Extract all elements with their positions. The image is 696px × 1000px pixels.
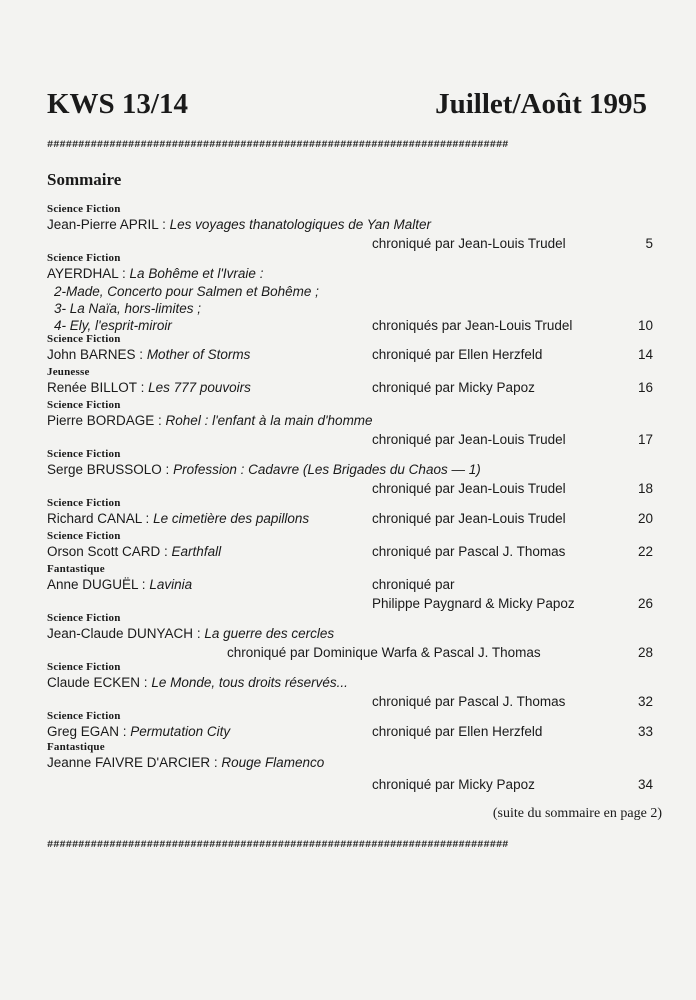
- entry-category: Science Fiction: [47, 399, 121, 411]
- entry-page: 18: [637, 481, 653, 496]
- entry-title: Permutation City: [130, 724, 231, 739]
- entry-reviewer: chroniqué par Jean-Louis Trudel: [372, 511, 566, 526]
- entry-page: 32: [637, 694, 653, 709]
- entry-author: Greg EGAN: [47, 724, 120, 739]
- section-heading: Sommaire: [47, 170, 122, 189]
- toc-entry: Science Fiction Richard CANAL : Le cimetière des papillons chroniqué par Jean-Louis Trudel 20: [47, 497, 653, 526]
- entry-reviewer: chroniqué par Micky Papoz: [372, 777, 535, 792]
- entry-author: Orson Scott CARD: [47, 544, 161, 559]
- toc-entry: Science Fiction Jean-Pierre APRIL : Les voyages thanatologiques de Yan Malter chroniqué par Jean-Louis Trudel 5: [47, 203, 653, 251]
- entry-author: Jean-Pierre APRIL: [47, 217, 159, 232]
- entry-category: Science Fiction: [47, 661, 121, 673]
- issue-date: Juillet/Août 1995: [435, 88, 647, 120]
- entry-category: Science Fiction: [47, 497, 121, 509]
- entry-author: Richard CANAL: [47, 511, 142, 526]
- entry-reviewer-names: Philippe Paygnard & Micky Papoz: [372, 596, 575, 611]
- entry-page: 5: [645, 236, 653, 251]
- entry-category: Science Fiction: [47, 612, 121, 624]
- toc-entry: Fantastique Anne DUGUËL : Lavinia chroniqué par Philippe Paygnard & Micky Papoz 26: [47, 563, 653, 611]
- entry-reviewer: chroniqué par Jean-Louis Trudel: [372, 432, 566, 447]
- entry-page: 16: [637, 380, 653, 395]
- entry-category: Fantastique: [47, 741, 105, 753]
- toc-entry: Science Fiction Greg EGAN : Permutation City chroniqué par Ellen Herzfeld 33: [47, 710, 653, 739]
- entry-author: AYERDHAL: [47, 266, 119, 281]
- entry-reviewer: chroniqué par Ellen Herzfeld: [372, 724, 543, 739]
- toc-entry: Science Fiction Serge BRUSSOLO : Profession : Cadavre (Les Brigades du Chaos — 1) chroniqué par Jean-Louis Trudel 18: [47, 448, 653, 496]
- toc-entry: Science Fiction John BARNES : Mother of Storms chroniqué par Ellen Herzfeld 14: [47, 333, 653, 362]
- entry-reviewer: chroniqué par Jean-Louis Trudel: [372, 236, 566, 251]
- divider-bottom: ##########################################################################: [47, 839, 509, 851]
- page-header: [47, 88, 647, 128]
- entry-category: Science Fiction: [47, 252, 121, 264]
- toc-entry: Science Fiction Jean-Claude DUNYACH : La guerre des cercles chroniqué par Dominique Warfa & Pascal J. Thomas 28: [47, 612, 653, 660]
- entry-reviewer: chroniqués par Jean-Louis Trudel: [372, 318, 573, 333]
- entry-title: Mother of Storms: [146, 347, 251, 362]
- toc-entry: Science Fiction Claude ECKEN : Le Monde, tous droits réservés... chroniqué par Pascal J. Thomas 32: [47, 661, 653, 709]
- entry-page: 20: [637, 511, 653, 526]
- entry-page: 34: [637, 777, 653, 792]
- entry-title: Rouge Flamenco: [221, 755, 325, 770]
- entry-author: Anne DUGUËL: [47, 577, 139, 592]
- entry-page: 28: [637, 645, 653, 660]
- entry-category: Science Fiction: [47, 710, 121, 722]
- toc-entry: Jeunesse Renée BILLOT : Les 777 pouvoirs chroniqué par Micky Papoz 16: [47, 366, 653, 395]
- toc-entry: Science Fiction AYERDHAL : La Bohême et l'Ivraie : 2-Made, Concerto pour Salmen et Bohême ; 3- La Naïa, hors-limites ; 4- Ely, l'esprit-miroir chroniqués par Jean-Louis Trudel 10: [47, 252, 653, 333]
- entry-title: Le cimetière des papillons: [153, 511, 310, 526]
- entry-title: La Bohême et l'Ivraie :: [129, 266, 264, 281]
- entry-title: Earthfall: [171, 544, 222, 559]
- entry-author: Jean-Claude DUNYACH: [47, 626, 194, 641]
- entry-title: Lavinia: [149, 577, 193, 592]
- entry-author: John BARNES: [47, 347, 136, 362]
- entry-reviewer: chroniqué par Dominique Warfa & Pascal J. Thomas: [227, 645, 541, 660]
- entry-author: Claude ECKEN: [47, 675, 141, 690]
- entry-author: Jeanne FAIVRE D'ARCIER: [47, 755, 211, 770]
- entry-subtitle: 2-Made, Concerto pour Salmen et Bohême ;: [54, 284, 319, 299]
- entry-author: Pierre BORDAGE: [47, 413, 155, 428]
- continuation-note: (suite du sommaire en page 2): [492, 806, 662, 821]
- entry-category: Science Fiction: [47, 333, 121, 345]
- entry-page: 10: [637, 318, 653, 333]
- entry-page: 22: [637, 544, 653, 559]
- entry-author: Serge BRUSSOLO: [47, 462, 162, 477]
- entry-reviewer: chroniqué par Jean-Louis Trudel: [372, 481, 566, 496]
- entry-page: 17: [637, 432, 653, 447]
- toc-entry: Fantastique Jeanne FAIVRE D'ARCIER : Rouge Flamenco chroniqué par Micky Papoz 34: [47, 741, 653, 792]
- divider-top: ##########################################################################: [47, 139, 509, 151]
- toc-entry: Science Fiction Pierre BORDAGE : Rohel : l'enfant à la main d'homme chroniqué par Jean-Louis Trudel 17: [47, 399, 653, 447]
- entry-page: 26: [637, 596, 653, 611]
- entry-reviewer: chroniqué par Pascal J. Thomas: [372, 544, 566, 559]
- entry-page: 14: [637, 347, 653, 362]
- entry-reviewer: chroniqué par Ellen Herzfeld: [372, 347, 543, 362]
- entry-page: 33: [637, 724, 653, 739]
- toc-entry: Science Fiction Orson Scott CARD : Earthfall chroniqué par Pascal J. Thomas 22: [47, 530, 653, 559]
- entry-subtitle: 4- Ely, l'esprit-miroir: [54, 318, 172, 333]
- entry-title: Le Monde, tous droits réservés...: [151, 675, 348, 690]
- entry-reviewer: chroniqué par: [372, 577, 455, 592]
- entry-title: La guerre des cercles: [204, 626, 335, 641]
- issue-number: KWS 13/14: [47, 88, 188, 120]
- entry-reviewer: chroniqué par Micky Papoz: [372, 380, 535, 395]
- entry-category: Science Fiction: [47, 203, 121, 215]
- entry-category: Science Fiction: [47, 448, 121, 460]
- entry-title: Rohel : l'enfant à la main d'homme: [165, 413, 373, 428]
- entry-title: Profession : Cadavre (Les Brigades du Chaos — 1): [173, 462, 481, 477]
- entry-category: Jeunesse: [47, 366, 90, 378]
- entry-reviewer: chroniqué par Pascal J. Thomas: [372, 694, 566, 709]
- entry-title: Les voyages thanatologiques de Yan Malter: [169, 217, 432, 232]
- entry-category: Fantastique: [47, 563, 105, 575]
- entry-author: Renée BILLOT: [47, 380, 137, 395]
- entry-title: Les 777 pouvoirs: [148, 380, 251, 395]
- entry-category: Science Fiction: [47, 530, 121, 542]
- entry-subtitle: 3- La Naïa, hors-limites ;: [54, 301, 202, 316]
